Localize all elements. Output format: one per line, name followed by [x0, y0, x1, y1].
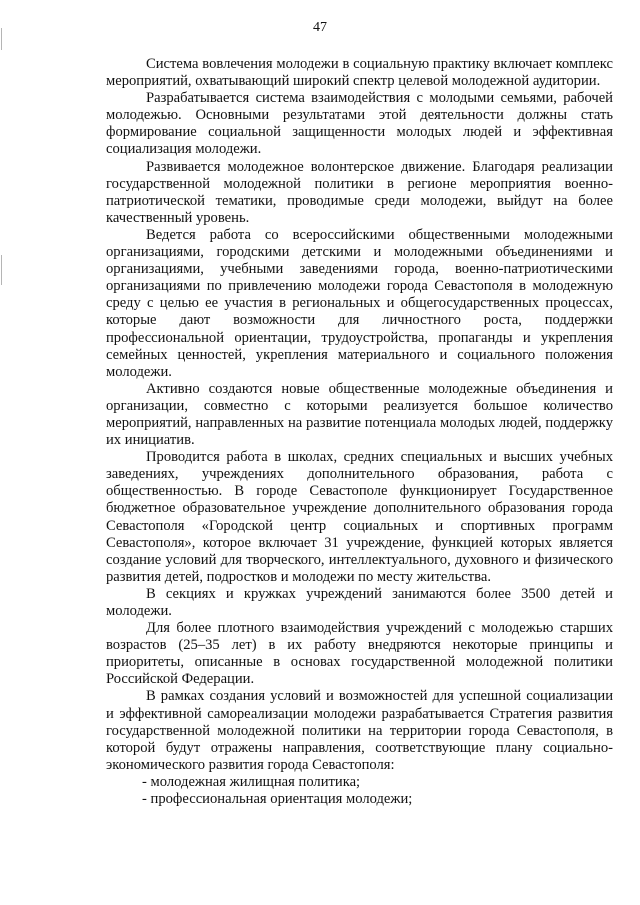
list-item: - молодежная жилищная политика;	[106, 774, 613, 791]
paragraph: Активно создаются новые общественные молодежные объединения и организации, совместно с которыми реализуется большое количество мероприятий, направленных на развитие потенциала молодых людей, поддержку их инициатив.	[106, 380, 613, 449]
scan-edge-mark	[1, 255, 2, 285]
paragraph: Развивается молодежное волонтерское движение. Благодаря реализации государственной молодежной политики в регионе мероприятия военно-патриотической тематики, проводимые среди молодежи, выйдут на более качественный уровень.	[106, 158, 613, 226]
page-number: 47	[313, 20, 327, 35]
paragraph: В рамках создания условий и возможностей для успешной социализации и эффективной самореализации молодежи разрабатывается Стратегия развития государственной молодежной политики на территории города Севастополя, в которой будут отражены направления, соответствующие плану социально-экономического развития города Севастополя:	[106, 688, 613, 773]
paragraph: Ведется работа со всероссийскими общественными молодежными организациями, городскими детскими и молодежными объединениями и организациями, учебными заведениями города, военно-патриотическими организациями по привлечению молодежи города Севастополя в молодежную среду с целью ее участия в региональных и общегосударственных процессах, которые дают возможности для личностного роста, поддержки профессиональной ориентации, трудоустройства, пропаганды и укрепления семейных ценностей, укрепления материального и социального положения молодежи.	[106, 226, 613, 380]
direction-list	[106, 774, 613, 808]
list-item: - профессиональная ориентация молодежи;	[106, 791, 613, 808]
paragraph: В секциях и кружках учреждений занимаются более 3500 детей и молодежи.	[106, 585, 613, 619]
paragraph: Разрабатывается система взаимодействия с молодыми семьями, рабочей молодежью. Основными результатами этой деятельности должны стать формирование социальной защищенности молодых людей и эффективная социализация молодежи.	[106, 90, 613, 158]
paragraph: Для более плотного взаимодействия учреждений с молодежью старших возрастов (25–35 лет) в их работу внедряются некоторые принципы и приоритеты, описанные в основах государственной молодежной политики Российской Федерации.	[106, 620, 613, 688]
body-text	[106, 56, 613, 808]
paragraph: Система вовлечения молодежи в социальную практику включает комплекс мероприятий, охватывающий широкий спектр целевой молодежной аудитории.	[106, 56, 613, 90]
paragraph: Проводится работа в школах, средних специальных и высших учебных заведениях, учреждениях дополнительного образования, работа с общественностью. В городе Севастополе функционирует Государственное бюджетное образовательное учреждение дополнительного образования города Севастополя «Городской центр социальных и спортивных программ Севастополя», которое включает 31 учреждение, функцией которых является создание условий для творческого, интеллектуального, духовного и физического развития детей, подростков и молодежи по месту жительства.	[106, 449, 613, 585]
